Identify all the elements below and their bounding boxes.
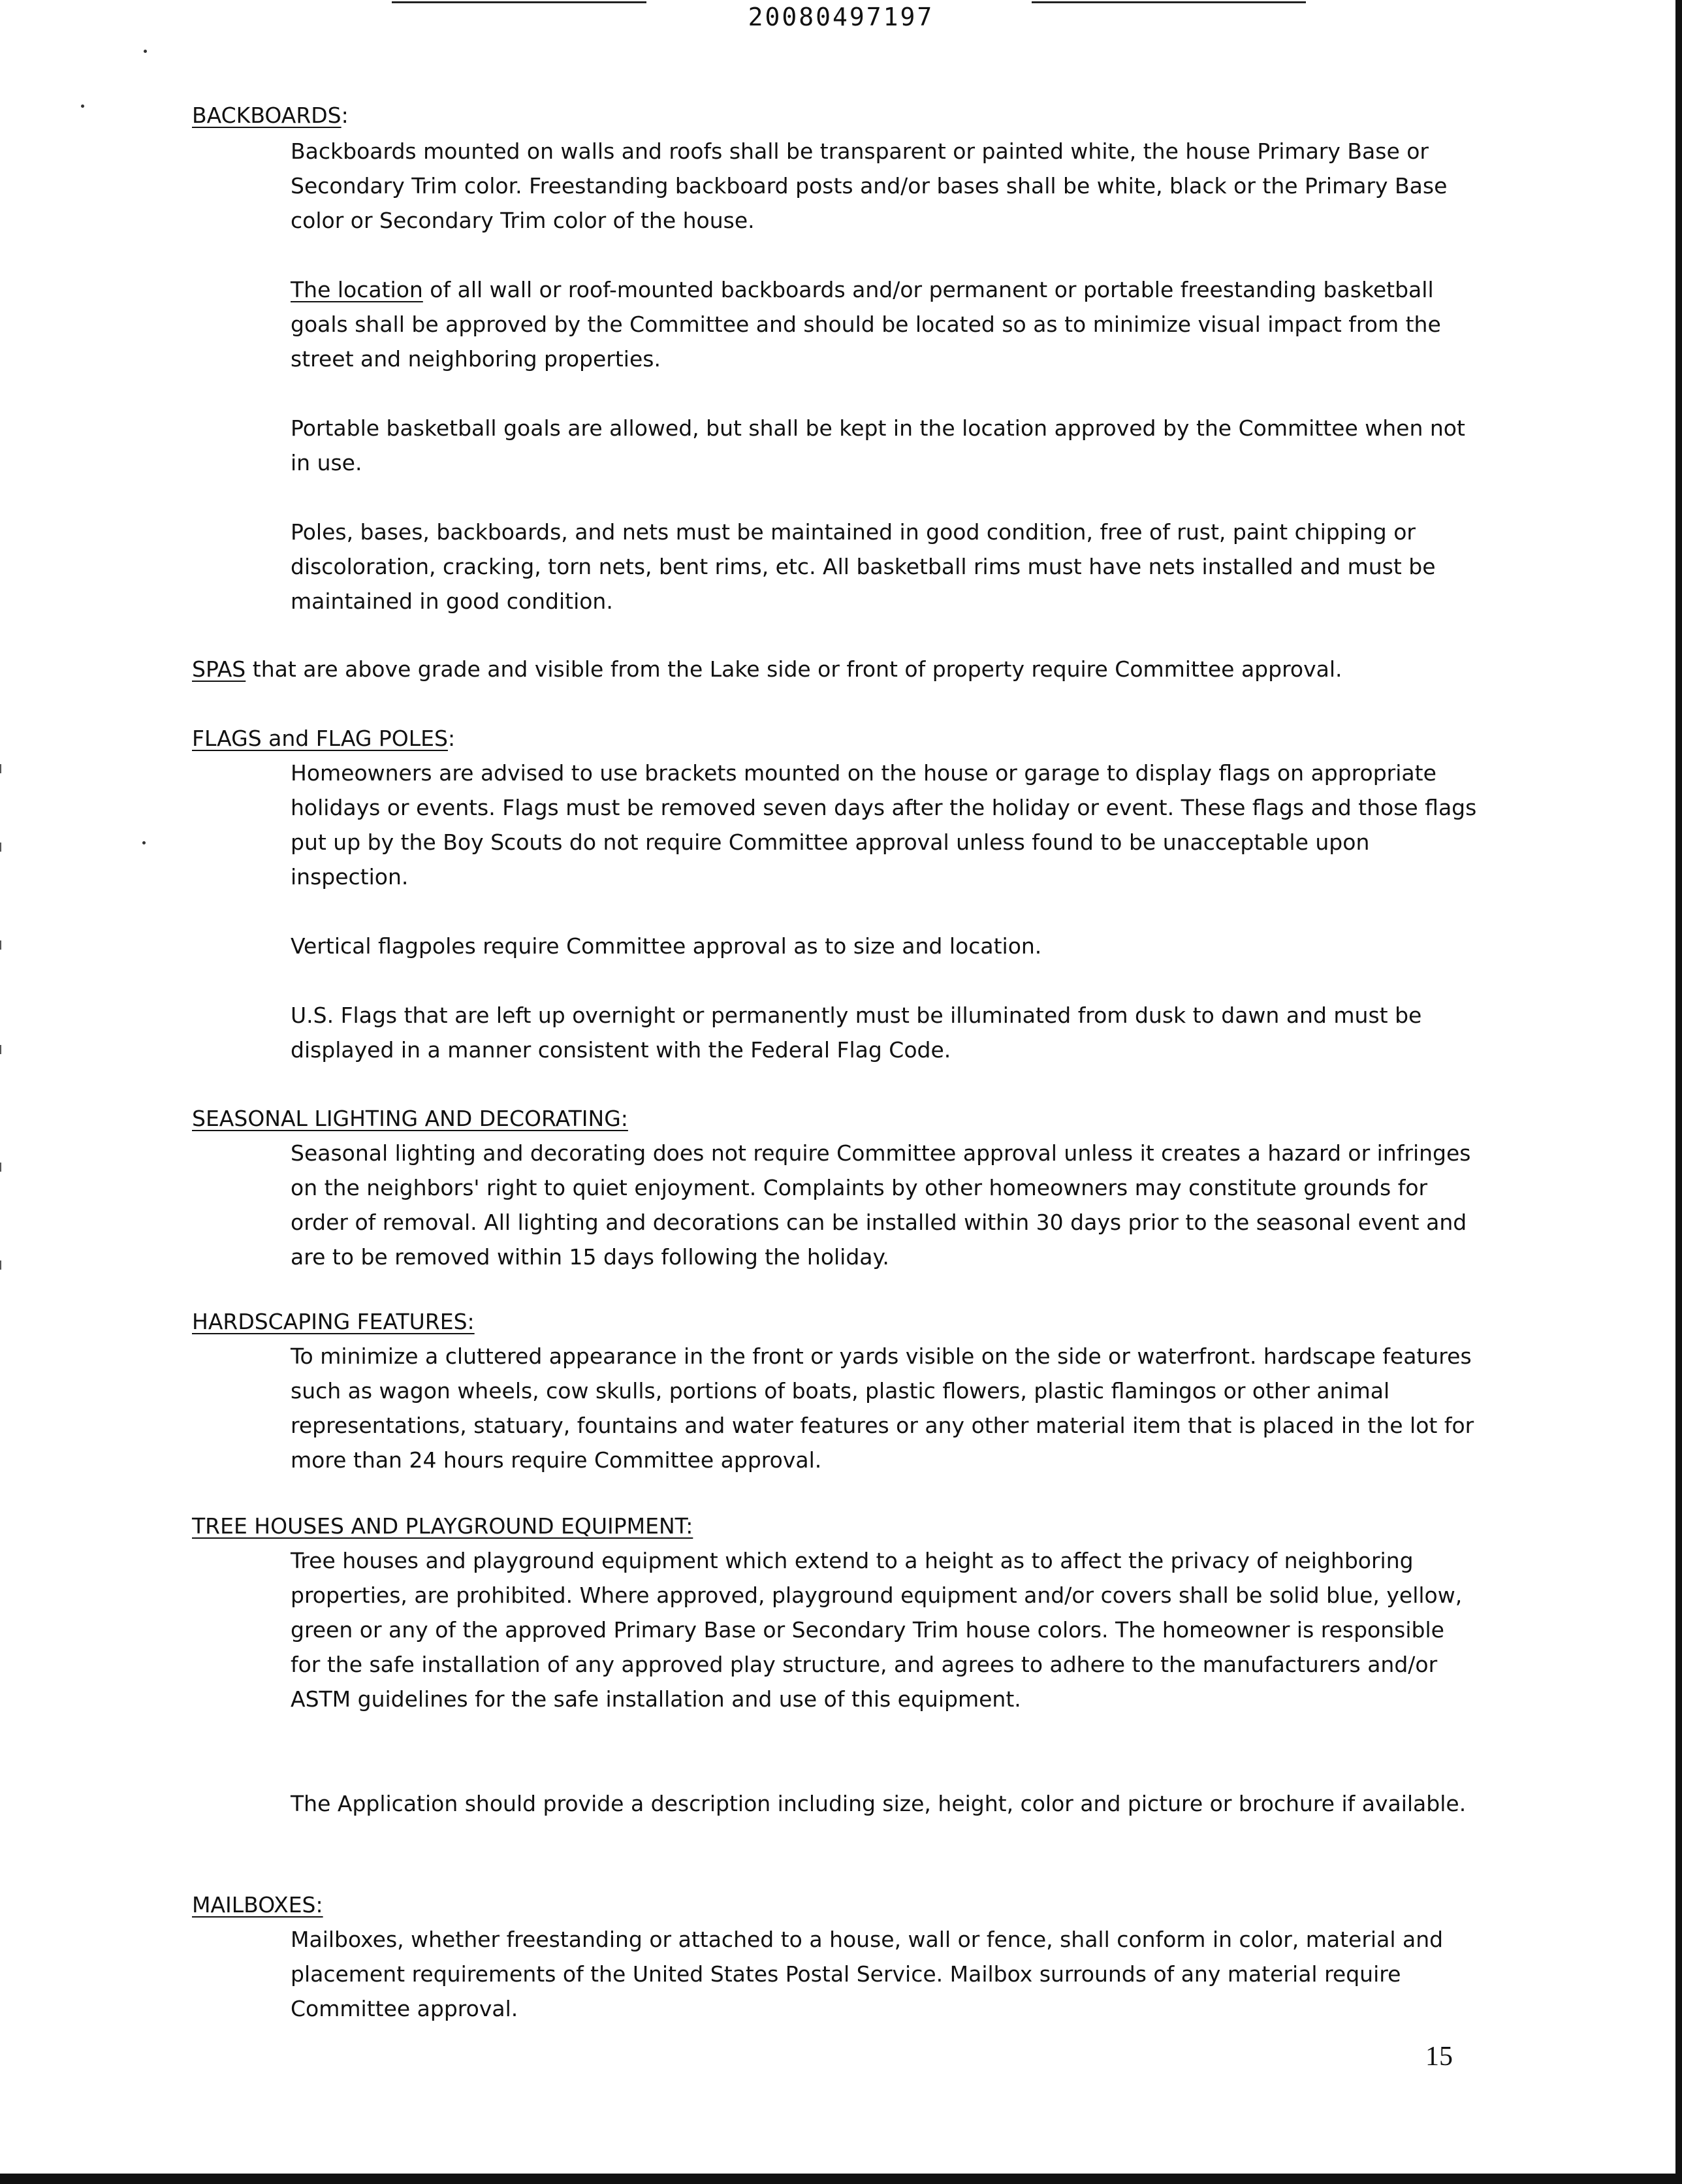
paragraph-text: of all wall or roof-mounted backboards and/or permanent or portable freestanding basketball goals shall be approved by the Committee and should be located so as to minimize visual impact from the street and neighboring properties.	[291, 277, 1441, 372]
scan-edge-mark	[0, 1045, 1, 1054]
treehouses-paragraph-application: The Application should provide a description including size, height, color and picture or brochure if available.	[291, 1791, 1467, 1816]
underlined-phrase: The location	[291, 277, 423, 302]
heading-colon: :	[447, 726, 456, 751]
section-heading-treehouses	[192, 1509, 693, 1543]
section-heading-mailboxes	[192, 1887, 323, 1922]
heading-text: FLAGS and FLAG POLES	[192, 726, 448, 751]
section-spas	[192, 652, 1342, 686]
scan-edge-mark	[0, 1163, 1, 1172]
bottom-scan-border	[0, 2174, 1682, 2184]
heading-text: HARDSCAPING FEATURES:	[192, 1309, 475, 1334]
section-heading-backboards	[192, 98, 349, 133]
scan-speck	[142, 841, 146, 844]
section-heading-spas: SPAS	[192, 656, 246, 682]
hardscaping-paragraph: To minimize a cluttered appearance in the front or yards visible on the side or waterfront. hardscape features such as wagon wheels, cow skulls, portions of boats, plastic flowers, plastic flamingos or other animal representations, statuary, fountains and water features or any other material item that is placed in the lot for more than 24 hours require Committee approval.	[291, 1343, 1474, 1473]
backboards-paragraph-location	[291, 272, 1479, 376]
heading-text: BACKBOARDS	[192, 103, 341, 128]
scan-edge-mark	[0, 1261, 1, 1270]
right-scan-border	[1675, 0, 1682, 2184]
scan-edge-mark	[0, 940, 1, 950]
heading-colon: :	[341, 103, 349, 128]
heading-text: MAILBOXES:	[192, 1892, 323, 1918]
heading-text: TREE HOUSES AND PLAYGROUND EQUIPMENT:	[192, 1513, 693, 1539]
document-number: 20080497197	[748, 3, 934, 31]
backboards-paragraph-maintenance: Poles, bases, backboards, and nets must be maintained in good condition, free of rust, paint chipping or discoloration, cracking, torn nets, bent rims, etc. All basketball rims must have nets installed and must be maintained in good condition.	[291, 519, 1436, 614]
flags-paragraph-brackets: Homeowners are advised to use brackets mounted on the house or garage to display flags on appropriate holidays or events. Flags must be removed seven days after the holiday or event. These flags and those flags put up by the Boy Scouts do not require Committee approval unless found to be unacceptable upon inspection.	[291, 760, 1477, 890]
backboards-paragraph-color: Backboards mounted on walls and roofs shall be transparent or painted white, the house Primary Base or Secondary Trim color. Freestanding backboard posts and/or bases shall be white, black or the Primary Base color or Secondary Trim color of the house.	[291, 138, 1448, 233]
heading-text: SEASONAL LIGHTING AND DECORATING:	[192, 1106, 628, 1131]
scan-edge-mark	[0, 843, 1, 852]
scan-speck	[144, 50, 147, 53]
section-heading-flags	[192, 721, 455, 756]
flags-paragraph-flagpoles: Vertical flagpoles require Committee approval as to size and location.	[291, 933, 1042, 959]
scan-speck	[81, 104, 84, 108]
backboards-paragraph-portable: Portable basketball goals are allowed, but shall be kept in the location approved by the Committee when not in use.	[291, 415, 1465, 475]
seasonal-paragraph: Seasonal lighting and decorating does not require Committee approval unless it creates a hazard or infringes on the neighbors' right to quiet enjoyment. Complaints by other homeowners may constitute grounds for order of removal. All lighting and decorations can be installed within 30 days prior to the seasonal event and are to be removed within 15 days following the holiday.	[291, 1140, 1471, 1270]
section-heading-seasonal	[192, 1101, 628, 1136]
flags-paragraph-illumination: U.S. Flags that are left up overnight or permanently must be illuminated from dusk to dawn and must be displayed in a manner consistent with the Federal Flag Code.	[291, 1003, 1422, 1063]
mailboxes-paragraph: Mailboxes, whether freestanding or attached to a house, wall or fence, shall conform in color, material and placement requirements of the United States Postal Service. Mailbox surrounds of any material require Committee approval.	[291, 1927, 1444, 2021]
spas-text: that are above grade and visible from the Lake side or front of property require Committee approval.	[246, 656, 1342, 682]
scan-edge-mark	[0, 764, 1, 773]
section-heading-hardscaping	[192, 1304, 475, 1339]
treehouses-paragraph-privacy: Tree houses and playground equipment which extend to a height as to affect the privacy of neighboring properties, are prohibited. Where approved, playground equipment and/or covers shall be solid blue, yellow, green or any of the approved Primary Base or Secondary Trim house colors. The homeowner is responsible for the safe installation of any approved play structure, and agrees to adhere to the manufacturers and/or ASTM guidelines for the safe installation and use of this equipment.	[291, 1548, 1463, 1712]
page-number: 15	[1425, 2042, 1453, 2072]
